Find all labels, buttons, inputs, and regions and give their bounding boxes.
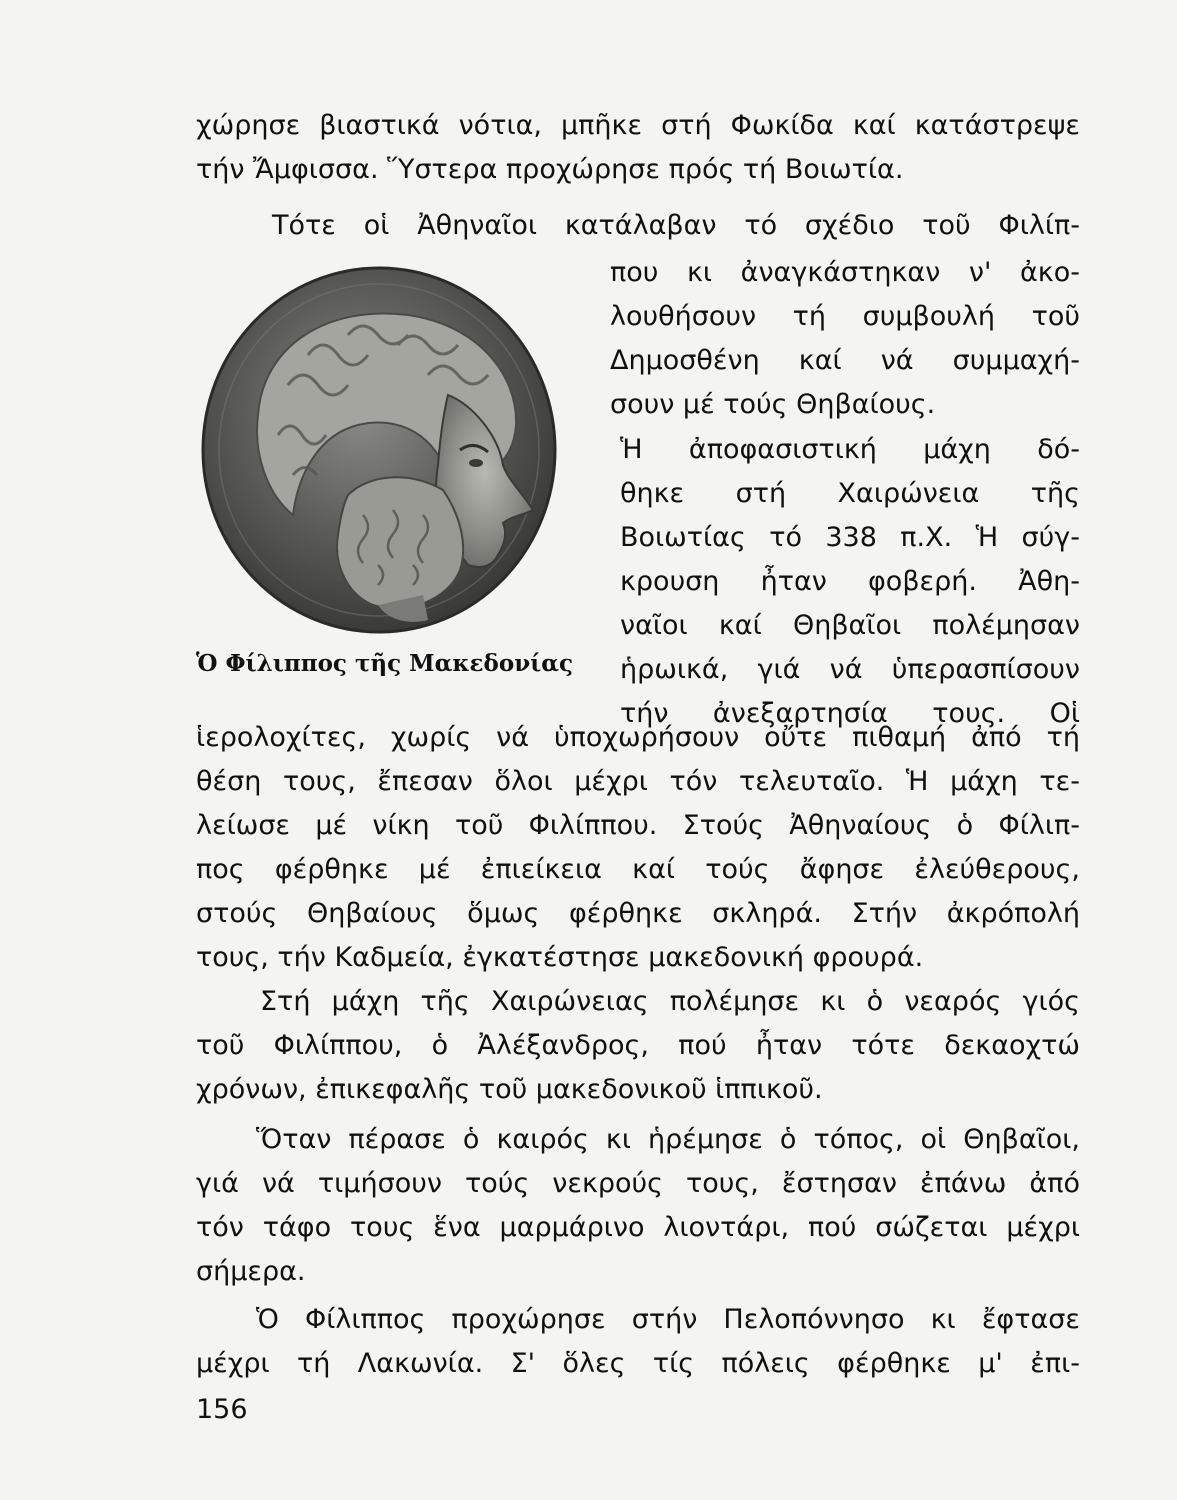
text-line: θέση τους, ἔπεσαν ὅλοι μέχρι τόν τελευταῖο. Ἡ μάχη τε- (196, 766, 1080, 797)
text-line: λουθήσουν τή συμβουλή τοῦ (610, 301, 1080, 332)
paragraph-5 (196, 1118, 1080, 1294)
text-line: Βοιωτίας τό 338 π.Χ. Ἡ σύγ- (620, 522, 1080, 553)
paragraph-6 (196, 1298, 1080, 1386)
text-line: τόν τάφο τους ἕνα μαρμάρινο λιοντάρι, πού σώζεται μέχρι (196, 1212, 1080, 1243)
text-line: τους, τήν Καδμεία, ἐγκατέστησε μακεδονική φρουρά. (196, 942, 924, 973)
text-line: λείωσε μέ νίκη τοῦ Φιλίππου. Στούς Ἀθηναίους ὁ Φίλιπ- (196, 810, 1080, 841)
text-line: γιά νά τιμήσουν τούς νεκρούς τους, ἔστησαν ἐπάνω ἀπό (196, 1168, 1080, 1199)
text-line: χρόνων, ἐπικεφαλῆς τοῦ μακεδονικοῦ ἱππικοῦ. (196, 1074, 823, 1105)
text-line: τήν ἀνεξαρτησία τους. Οἱ (620, 698, 1080, 729)
figure-caption: Ὁ Φίλιππος τῆς Μακεδονίας (196, 650, 574, 677)
text-line: πος φέρθηκε μέ ἐπιείκεια καί τούς ἄφησε ἐλεύθερους, (196, 854, 1080, 885)
text-line: στούς Θηβαίους ὅμως φέρθηκε σκληρά. Στήν ἀκρόπολή (196, 898, 1080, 929)
text-line: χώρησε βιαστικά νότια, μπῆκε στή Φωκίδα καί κατάστρεψε (196, 110, 1080, 141)
text-line: τοῦ Φιλίππου, ὁ Ἀλέξανδρος, πού ἦταν τότε δεκαοχτώ (196, 1030, 1080, 1061)
paragraph-2 (272, 204, 1080, 248)
text-line: σήμερα. (196, 1256, 306, 1287)
text-line: ἱερολοχίτες, χωρίς νά ὑποχωρήσουν οὔτε πιθαμή ἀπό τή (196, 722, 1080, 753)
text-line: Ὅταν πέρασε ὁ καιρός κι ἡρέμησε ὁ τόπος, οἱ Θηβαῖοι, (256, 1124, 1080, 1155)
text-line: ναῖοι καί Θηβαῖοι πολέμησαν (620, 610, 1080, 641)
paragraph-3-full (196, 716, 1080, 980)
text-line: Ἡ ἀποφασιστική μάχη δό- (620, 434, 1080, 465)
text-line: σουν μέ τούς Θηβαίους. (610, 389, 936, 420)
page-number: 156 (196, 1394, 248, 1425)
text-line: κρουση ἦταν φοβερή. Ἀθη- (620, 566, 1080, 597)
text-line: ἡρωικά, γιά νά ὑπερασπίσουν (620, 654, 1080, 685)
text-line: Ὁ Φίλιππος προχώρησε στήν Πελοπόννησο κι ἔφτασε (256, 1304, 1080, 1335)
paragraph-3-wrap (620, 428, 1080, 736)
text-line: τήν Ἄμφισσα. Ὕστερα προχώρησε πρός τή Βοιωτία. (196, 154, 904, 185)
text-line: που κι ἀναγκάστηκαν ν' ἀκο- (610, 257, 1080, 288)
paragraph-4 (196, 980, 1080, 1112)
paragraph-1 (196, 104, 1080, 192)
paragraph-2-wrap (610, 251, 1080, 427)
text-line: Στή μάχη τῆς Χαιρώνειας πολέμησε κι ὁ νεαρός γιός (260, 986, 1080, 1017)
text-line: μέχρι τή Λακωνία. Σ' ὅλες τίς πόλεις φέρθηκε μ' ἐπι- (196, 1348, 1080, 1379)
coin-portrait-icon (198, 265, 560, 635)
coin-figure (198, 265, 560, 635)
text-line: Τότε οἱ Ἀθηναῖοι κατάλαβαν τό σχέδιο τοῦ Φιλίπ- (272, 210, 1080, 241)
text-line: θηκε στή Χαιρώνεια τῆς (620, 478, 1080, 509)
text-line: Δημοσθένη καί νά συμμαχή- (610, 345, 1080, 376)
